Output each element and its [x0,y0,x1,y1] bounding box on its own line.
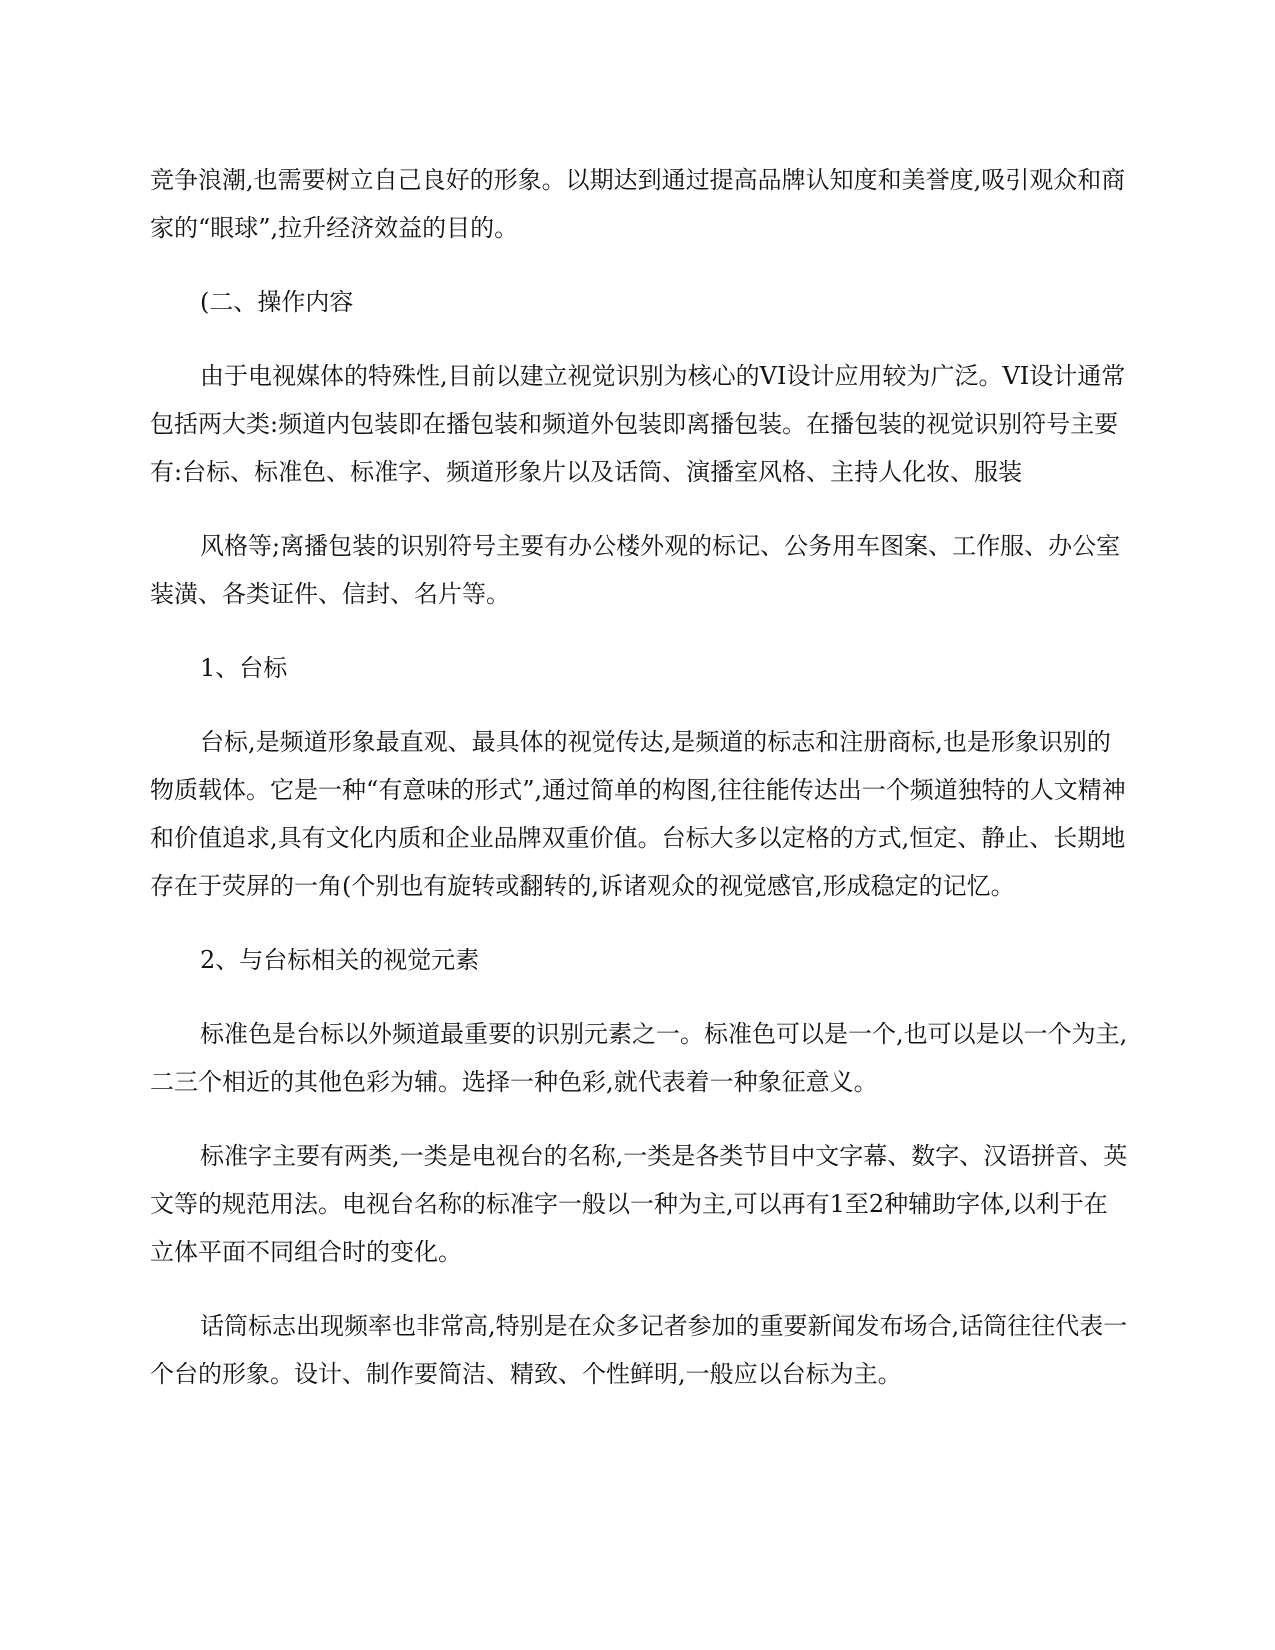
paragraph-standard-color: 标准色是台标以外频道最重要的识别元素之一。标准色可以是一个,也可以是以一个为主,二三个相近的其他色彩为辅。选择一种色彩,就代表着一种象征意义。 [150,1020,1128,1096]
paragraph-station-logo: 台标,是频道形象最直观、最具体的视觉传达,是频道的标志和注册商标,也是形象识别的物质载体。它是一种“有意味的形式”,通过简单的构图,往往能传达出一个频道独特的人文精神和价值追求,具有文化内质和企业品牌双重价值。台标大多以定格的方式,恒定、静止、长期地存在于荧屏的一角(个别也有旋转或翻转的,诉诸观众的视觉感官,形成稳定的记忆。 [150,728,1126,900]
section-heading-operation-content: (二、操作内容 [200,288,354,316]
paragraph-vi-design: 由于电视媒体的特殊性,目前以建立视觉识别为核心的VI设计应用较为广泛。VI设计通常包括两大类:频道内包装即在播包装和频道外包装即离播包装。在播包装的视觉识别符号主要有:台标、标准色、标准字、频道形象片以及话筒、演播室风格、主持人化妆、服装 [150,362,1126,486]
paragraph-intro-continued: 竞争浪潮,也需要树立自己良好的形象。以期达到通过提高品牌认知度和美誉度,吸引观众和商家的“眼球”,拉升经济效益的目的。 [150,166,1126,242]
document-body [150,156,1128,1424]
subheading-logo-related-elements: 2、与台标相关的视觉元素 [200,946,480,974]
paragraph-off-air-packaging: 风格等;离播包装的识别符号主要有办公楼外观的标记、公务用车图案、工作服、办公室装潢、各类证件、信封、名片等。 [150,532,1121,608]
paragraph-microphone-logo: 话筒标志出现频率也非常高,特别是在众多记者参加的重要新闻发布场合,话筒往往代表一个台的形象。设计、制作要简洁、精致、个性鲜明,一般应以台标为主。 [150,1312,1128,1388]
paragraph-standard-font: 标准字主要有两类,一类是电视台的名称,一类是各类节目中文字幕、数字、汉语拼音、英文等的规范用法。电视台名称的标准字一般以一种为主,可以再有1至2种辅助字体,以利于在立体平面不同组合时的变化。 [150,1142,1128,1266]
subheading-station-logo: 1、台标 [200,654,288,682]
